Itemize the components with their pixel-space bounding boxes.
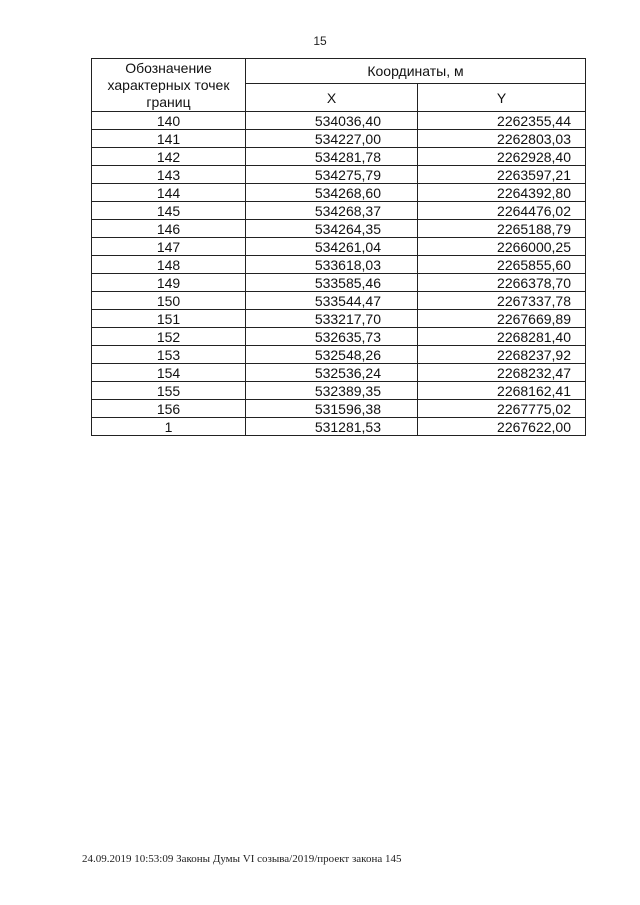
table-row xyxy=(92,202,586,220)
cell-y: 2267775,02 xyxy=(418,400,586,418)
cell-y: 2268281,40 xyxy=(418,328,586,346)
header-point-label: Обозначение характерных точек границ xyxy=(92,59,246,112)
cell-x: 534227,00 xyxy=(246,130,418,148)
cell-point: 148 xyxy=(92,256,246,274)
cell-x: 533544,47 xyxy=(246,292,418,310)
cell-x: 534261,04 xyxy=(246,238,418,256)
table-row xyxy=(92,346,586,364)
cell-x: 532536,24 xyxy=(246,364,418,382)
table-header xyxy=(92,59,586,112)
cell-x: 532635,73 xyxy=(246,328,418,346)
cell-point: 151 xyxy=(92,310,246,328)
table-row xyxy=(92,364,586,382)
cell-y: 2267669,89 xyxy=(418,310,586,328)
table-row xyxy=(92,256,586,274)
cell-point: 140 xyxy=(92,112,246,130)
table-row xyxy=(92,184,586,202)
cell-y: 2265188,79 xyxy=(418,220,586,238)
cell-y: 2265855,60 xyxy=(418,256,586,274)
cell-x: 532389,35 xyxy=(246,382,418,400)
cell-x: 531596,38 xyxy=(246,400,418,418)
cell-point: 150 xyxy=(92,292,246,310)
cell-point: 141 xyxy=(92,130,246,148)
cell-x: 534036,40 xyxy=(246,112,418,130)
cell-x: 532548,26 xyxy=(246,346,418,364)
cell-y: 2263597,21 xyxy=(418,166,586,184)
cell-y: 2264392,80 xyxy=(418,184,586,202)
footer-note: 24.09.2019 10:53:09 Законы Думы VI созыва/2019/проект закона 145 xyxy=(82,853,402,865)
cell-point: 145 xyxy=(92,202,246,220)
cell-y: 2262803,03 xyxy=(418,130,586,148)
cell-y: 2268237,92 xyxy=(418,346,586,364)
page-number: 15 xyxy=(313,34,327,48)
header-x: X xyxy=(246,84,418,112)
cell-y: 2267337,78 xyxy=(418,292,586,310)
table-row xyxy=(92,238,586,256)
coordinates-table xyxy=(91,58,586,436)
cell-x: 534275,79 xyxy=(246,166,418,184)
cell-point: 155 xyxy=(92,382,246,400)
cell-point: 156 xyxy=(92,400,246,418)
cell-y: 2264476,02 xyxy=(418,202,586,220)
table-body xyxy=(92,112,586,436)
table-row xyxy=(92,112,586,130)
cell-point: 152 xyxy=(92,328,246,346)
cell-y: 2268232,47 xyxy=(418,364,586,382)
table-row xyxy=(92,166,586,184)
table-row xyxy=(92,328,586,346)
cell-x: 533618,03 xyxy=(246,256,418,274)
table-row xyxy=(92,418,586,436)
cell-point: 142 xyxy=(92,148,246,166)
cell-point: 1 xyxy=(92,418,246,436)
cell-y: 2268162,41 xyxy=(418,382,586,400)
cell-point: 154 xyxy=(92,364,246,382)
cell-x: 531281,53 xyxy=(246,418,418,436)
table-row xyxy=(92,292,586,310)
cell-y: 2266000,25 xyxy=(418,238,586,256)
cell-point: 143 xyxy=(92,166,246,184)
cell-x: 533217,70 xyxy=(246,310,418,328)
cell-point: 146 xyxy=(92,220,246,238)
table-row xyxy=(92,274,586,292)
cell-x: 534264,35 xyxy=(246,220,418,238)
table-row xyxy=(92,382,586,400)
header-coordinates-group: Координаты, м xyxy=(246,59,586,84)
header-y: Y xyxy=(418,84,586,112)
cell-y: 2267622,00 xyxy=(418,418,586,436)
cell-x: 534268,37 xyxy=(246,202,418,220)
table-row xyxy=(92,130,586,148)
cell-point: 153 xyxy=(92,346,246,364)
table-row xyxy=(92,310,586,328)
cell-y: 2266378,70 xyxy=(418,274,586,292)
cell-x: 534281,78 xyxy=(246,148,418,166)
cell-point: 149 xyxy=(92,274,246,292)
cell-x: 534268,60 xyxy=(246,184,418,202)
cell-y: 2262355,44 xyxy=(418,112,586,130)
cell-y: 2262928,40 xyxy=(418,148,586,166)
table-row xyxy=(92,220,586,238)
cell-point: 147 xyxy=(92,238,246,256)
table-row xyxy=(92,148,586,166)
cell-point: 144 xyxy=(92,184,246,202)
cell-x: 533585,46 xyxy=(246,274,418,292)
table-row xyxy=(92,400,586,418)
